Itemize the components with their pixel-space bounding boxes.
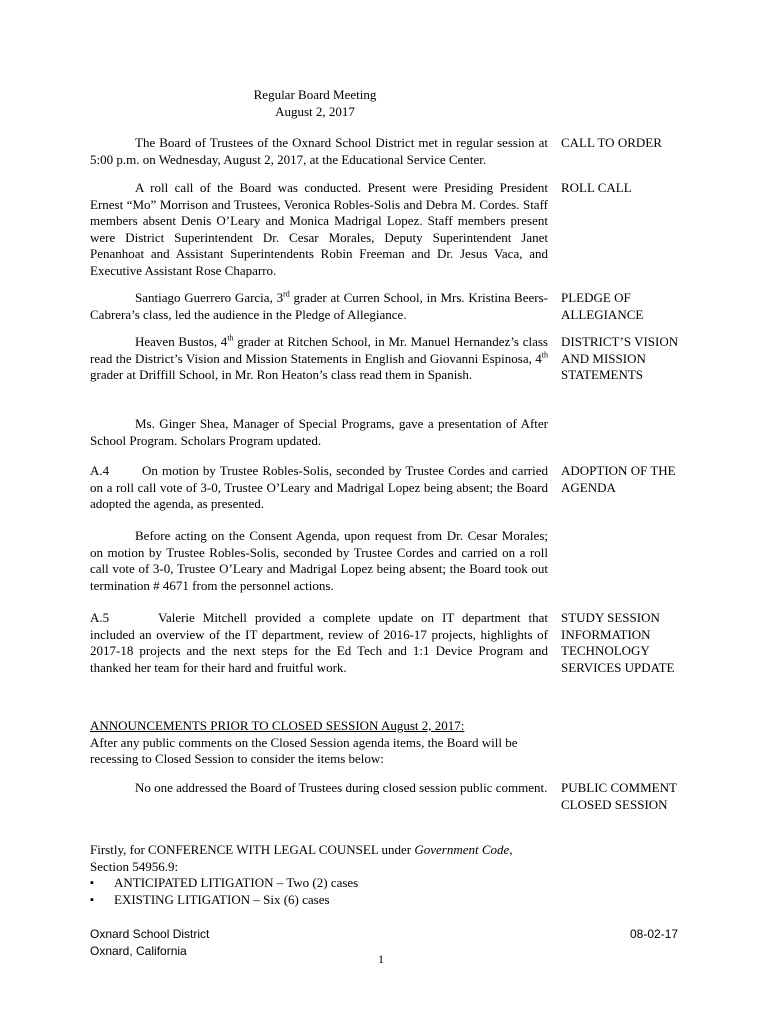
vision-label (561, 334, 721, 384)
pledge-label (561, 290, 721, 323)
meeting-date: August 2, 2017 (275, 104, 355, 119)
presentation-paragraph: Ms. Ginger Shea, Manager of Special Programs, gave a presentation of After School Program. Scholars Program updated. (90, 416, 548, 448)
pledge-text-b: grader at Curren School, in Mrs. Kristina Beers-Cabrera’s class, led the audience in the Pledge of Allegiance. (90, 290, 548, 322)
call-to-order-paragraph: The Board of Trustees of the Oxnard School District met in regular session at 5:00 p.m. on Wednesday, August 2, 2017, at the Educational Service Center. (90, 135, 548, 167)
adoption-label (561, 463, 721, 496)
pledge-sup: rd (283, 289, 290, 299)
vision-paragraph (90, 334, 548, 384)
vision-label-line-1: DISTRICT’S VISION (561, 334, 679, 349)
legal-text-italic: Government Code, (414, 842, 513, 857)
vision-text-c: grader at Driffill School, in Mr. Ron Heaton’s class read them in Spanish. (90, 367, 473, 382)
vision-label-line-3: STATEMENTS (561, 367, 644, 382)
study-session-paragraph (90, 610, 548, 676)
adoption-label-line-1: ADOPTION OF THE (561, 463, 676, 478)
page-number: 1 (378, 952, 384, 966)
footer-date-code: 08-02-17 (630, 927, 679, 941)
public-comment-label-line-2: CLOSED SESSION (561, 796, 668, 812)
pledge-paragraph (90, 290, 548, 323)
page-header (200, 86, 430, 120)
announcements-text: After any public comments on the Closed Session agenda items, the Board will be recessing to Closed Session to consider the items below: (90, 734, 518, 766)
public-comment-paragraph: No one addressed the Board of Trustees during closed session public comment. (135, 780, 548, 795)
public-comment-label (561, 780, 721, 813)
vision-text-b: grader at Ritchen School, in Mr. Manuel Hernandez’s class read the District’s Vision and Mission Statements in English and Giovanni Espinosa, 4 (90, 334, 548, 366)
legal-text-a: Firstly, for CONFERENCE WITH LEGAL COUNSEL under (90, 842, 415, 857)
vision-sup-1: th (227, 333, 234, 343)
vision-text-a: Heaven Bustos, 4 (135, 334, 228, 349)
list-item: ▪ EXISTING LITIGATION – Six (6) cases (90, 892, 358, 909)
footer-org-block (90, 926, 209, 960)
study-label-line-3: TECHNOLOGY (561, 643, 650, 658)
study-label-line-2: INFORMATION (561, 626, 651, 642)
footer-org: Oxnard School District (90, 927, 210, 941)
pledge-label-line-1: PLEDGE OF (561, 290, 631, 305)
adoption-label-line-2: AGENDA (561, 479, 616, 495)
study-label-line-4: SERVICES UPDATE (561, 659, 675, 675)
vision-sup-2: th (541, 350, 548, 360)
footer-location: Oxnard, California (90, 944, 187, 958)
pledge-label-line-2: ALLEGIANCE (561, 306, 644, 322)
list-item: ▪ ANTICIPATED LITIGATION – Two (2) cases (90, 875, 358, 892)
legal-counsel-line-2: Section 54956.9: (90, 858, 179, 874)
adoption-item-number: A.4 (90, 463, 110, 478)
vision-label-line-2: AND MISSION (561, 350, 646, 366)
study-session-label (561, 610, 721, 676)
litigation-list (90, 875, 358, 908)
roll-call-label: ROLL CALL (561, 180, 632, 195)
meeting-title: Regular Board Meeting (253, 87, 377, 102)
adoption-text: On motion by Trustee Robles-Solis, seconded by Trustee Cordes and carried on a roll call vote of 3-0, Trustee O’Leary and Madrigal Lopez being absent; the Board adopted the agenda, as presented. (90, 463, 548, 511)
call-to-order-label: CALL TO ORDER (561, 135, 662, 150)
announcements-heading: ANNOUNCEMENTS PRIOR TO CLOSED SESSION August 2, 2017: (90, 718, 465, 733)
adoption-paragraph (90, 463, 548, 513)
study-item-number: A.5 (90, 610, 110, 625)
public-comment-label-line-1: PUBLIC COMMENT (561, 780, 677, 795)
pledge-text-a: Santiago Guerrero Garcia, 3 (135, 290, 284, 305)
study-label-line-1: STUDY SESSION (561, 610, 660, 625)
study-text: Valerie Mitchell provided a complete update on IT department that included an overview of the IT department, review of 2016-17 projects, highlights of 2017-18 projects and the next steps for the Ed Tech and 1:1 Device Program and thanked her team for their hard and fruitful work. (90, 610, 548, 675)
announcements-block (90, 718, 548, 768)
legal-counsel-block (90, 842, 548, 875)
legal-counsel-line-1 (90, 842, 548, 859)
roll-call-paragraph: A roll call of the Board was conducted. Present were Presiding President Ernest “Mo” Morrison and Trustees, Veronica Robles-Solis and Debra M. Cordes. Staff members absent Denis O’Leary and Monica Madrigal Lopez. Staff members present were District Superintendent Dr. Cesar Morales, Deputy Superintendent Janet Penanhoat and Assistant Superintendents Robin Freeman and Dr. Jesus Vaca, and Executive Assistant Rose Chaparro. (90, 180, 548, 278)
consent-paragraph: Before acting on the Consent Agenda, upon request from Dr. Cesar Morales; on motion by Trustee Robles-Solis, seconded by Trustee Cordes and carried on a roll call vote of 3-0, Trustee O’Leary and Madrigal Lopez being absent; the Board took out termination # 4671 from the personnel actions. (90, 528, 548, 593)
